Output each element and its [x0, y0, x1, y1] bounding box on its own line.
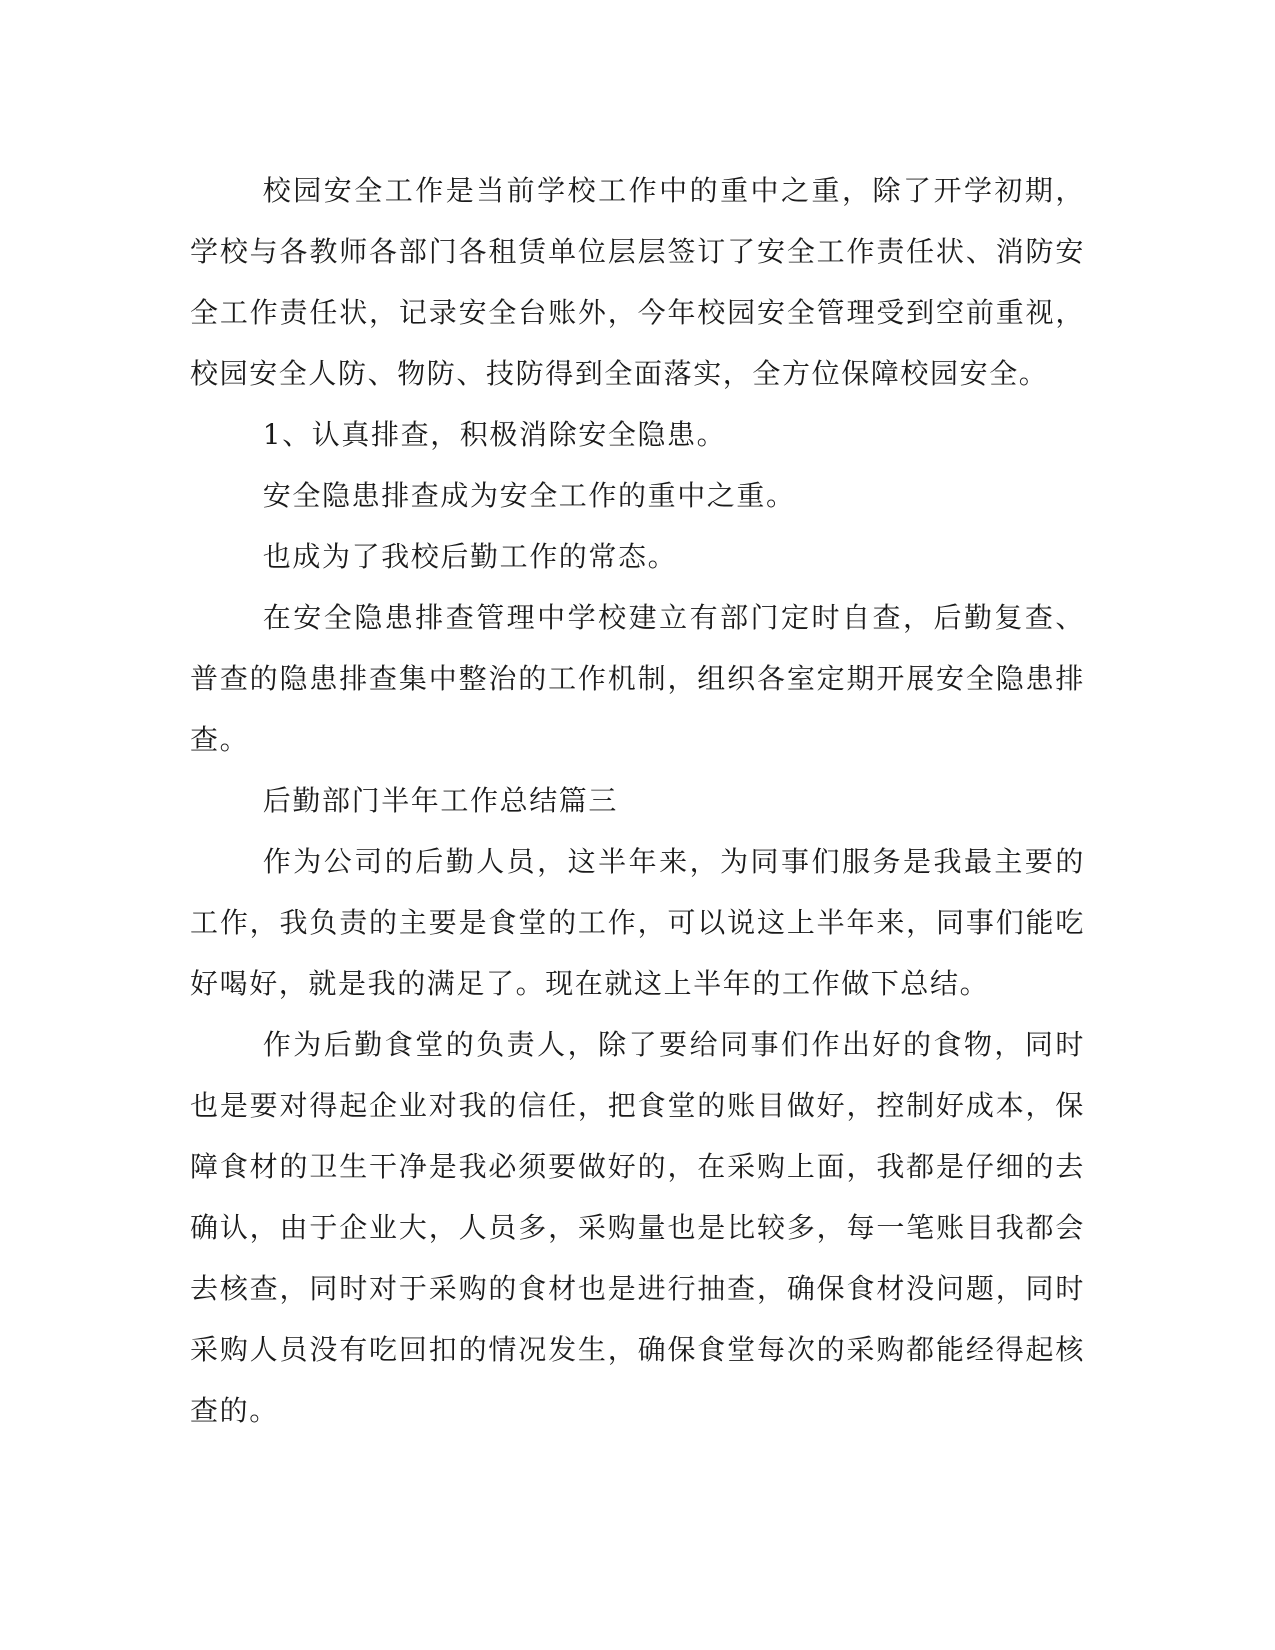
paragraph-item-1: 1、认真排查，积极消除安全隐患。 [262, 418, 727, 451]
paragraph-logistics-intro: 作为公司的后勤人员，这半年来，为同事们服务是我最主要的工作，我负责的主要是食堂的工作，可以说这上半年来，同事们能吃好喝好，就是我的满足了。现在就这上半年的工作做下总结。 [190, 845, 1085, 1000]
paragraph-canteen-responsibility: 作为后勤食堂的负责人，除了要给同事们作出好的食物，同时也是要对得起企业对我的信任，把食堂的账目做好，控制好成本，保障食材的卫生干净是我必须要做好的，在采购上面，我都是仔细的去确认，由于企业大，人员多，采购量也是比较多，每一笔账目我都会去核查，同时对于采购的食材也是进行抽查，确保食材没问题，同时采购人员没有吃回扣的情况发生，确保食堂每次的采购都能经得起核查的。 [190, 1028, 1085, 1427]
paragraph-hazard-priority: 安全隐患排查成为安全工作的重中之重。 [262, 479, 796, 512]
paragraph-inspection-mechanism: 在安全隐患排查管理中学校建立有部门定时自查，后勤复查、普查的隐患排查集中整治的工作机制，组织各室定期开展安全隐患排查。 [190, 601, 1085, 756]
section-heading: 后勤部门半年工作总结篇三 [262, 784, 618, 817]
paragraph-campus-safety: 校园安全工作是当前学校工作中的重中之重，除了开学初期，学校与各教师各部门各租赁单位层层签订了安全工作责任状、消防安全工作责任状，记录安全台账外，今年校园安全管理受到空前重视，校园安全人防、物防、技防得到全面落实，全方位保障校园安全。 [190, 174, 1085, 390]
document-body [190, 160, 1085, 1441]
paragraph-logistics-routine: 也成为了我校后勤工作的常态。 [262, 540, 678, 573]
